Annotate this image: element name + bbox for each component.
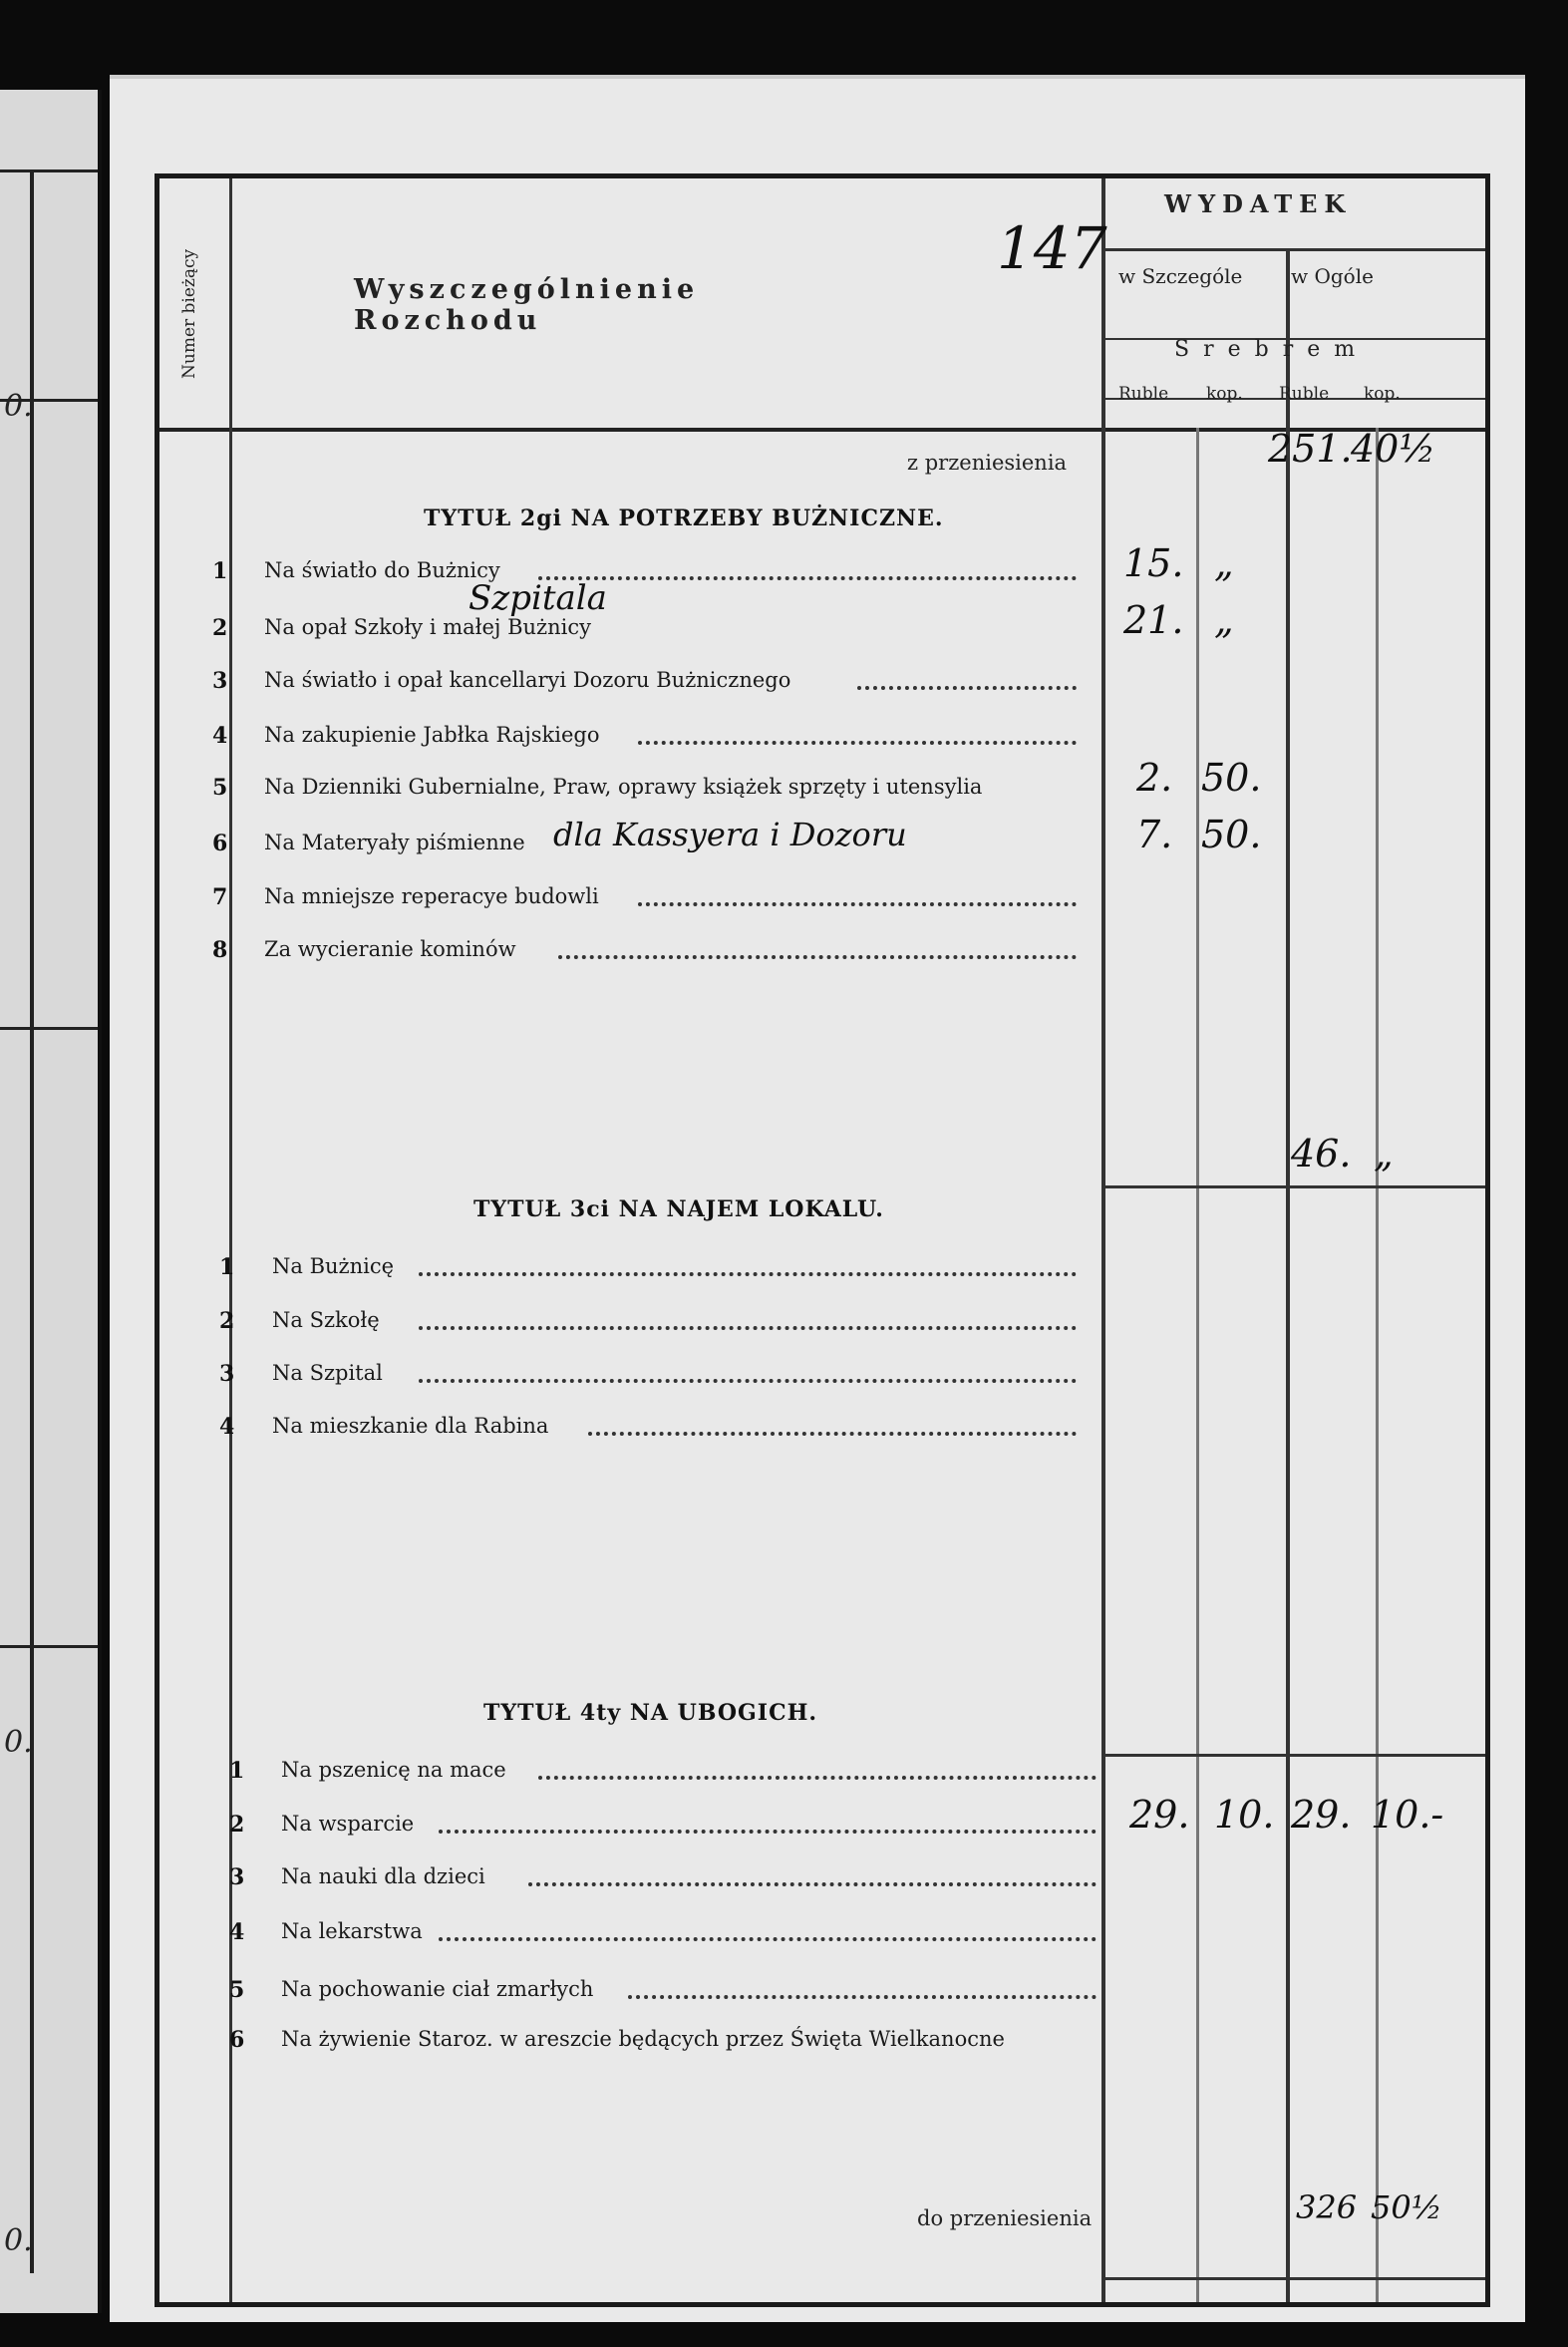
row-number: 2 — [229, 1812, 245, 1838]
row-rubles: 2. — [1136, 756, 1173, 800]
leader-dots — [558, 955, 1077, 959]
row-description: Na zakupienie Jabłka Rajskiego — [264, 723, 600, 747]
carried-in-label: z przeniesienia — [907, 451, 1068, 475]
row-number: 2 — [212, 615, 228, 641]
row-description: Na Dzienniki Gubernialne, Praw, oprawy książek sprzęty i utensylia — [264, 775, 983, 799]
row-rubles: 21. — [1123, 598, 1184, 642]
row-rubles: 7. — [1136, 813, 1173, 856]
left-page-top-rule — [0, 169, 98, 172]
kop-rule — [1196, 428, 1199, 2302]
row-number: 4 — [229, 1919, 245, 1945]
row-rubles-total: 29. — [1291, 1793, 1352, 1837]
carried-out-kop: 50½ — [1371, 2188, 1442, 2226]
ogole-header: w Ogóle — [1291, 264, 1374, 288]
row-kop-total: 10.- — [1371, 1793, 1444, 1837]
szczegole-header: w Szczególe — [1118, 264, 1243, 288]
row-number: 1 — [212, 558, 228, 584]
leader-dots — [638, 902, 1077, 906]
row-description: Na Szpital — [272, 1361, 383, 1385]
wydatek-rule — [1101, 248, 1485, 251]
ogole-rule — [1286, 248, 1290, 2302]
left-page-rule — [0, 1027, 98, 1030]
leader-dots — [419, 1272, 1077, 1276]
row-description: Na mniejsze reperacye budowli — [264, 884, 599, 908]
kop-total-rule — [1376, 428, 1379, 2302]
row-description: Za wycieranie kominów — [264, 937, 516, 961]
row-description: Na światło i opał kancellaryi Dozoru Bużnicznego — [264, 668, 791, 692]
section-title: TYTUŁ 2gi NA POTRZEBY BUŻNICZNE. — [424, 505, 944, 531]
row-description: Na lekarstwa — [281, 1919, 423, 1943]
row-rubles: 29. — [1129, 1793, 1190, 1837]
amount-block-rule — [1101, 178, 1105, 2302]
left-page-rule — [30, 169, 34, 2273]
kop-header: kop. — [1206, 384, 1243, 404]
row-number: 5 — [229, 1977, 245, 2003]
left-page-text: 0. — [4, 389, 33, 424]
leader-dots — [588, 1432, 1077, 1436]
row-description: Na opał Szkoły i małej Bużnicy — [264, 615, 591, 639]
row-number: 2 — [219, 1308, 235, 1334]
row-number: 3 — [212, 668, 228, 694]
ruble-total-header: Ruble — [1279, 384, 1330, 404]
row-number: 3 — [229, 1864, 245, 1890]
section-title: TYTUŁ 3ci NA NAJEM LOKALU. — [473, 1196, 884, 1222]
leader-dots — [628, 1995, 1097, 1999]
row-handwritten-note: dla Kassyera i Dozoru — [553, 816, 907, 853]
row-number: 1 — [219, 1254, 235, 1280]
leader-dots — [538, 1776, 1097, 1780]
row-description: Na Szkołę — [272, 1308, 380, 1332]
page-number: 147 — [997, 214, 1107, 282]
row-description: Na nauki dla dzieci — [281, 1864, 485, 1888]
row-number: 7 — [212, 884, 228, 910]
section-divider — [1101, 1185, 1485, 1188]
row-kop: „ — [1214, 541, 1234, 585]
section-title: TYTUŁ 4ty NA UBOGICH. — [483, 1700, 818, 1726]
row-handwritten-note: Szpitala — [469, 578, 607, 618]
row-number: 6 — [212, 831, 228, 856]
row-description: Na Materyały piśmienne — [264, 831, 525, 854]
leader-dots — [638, 741, 1077, 745]
leader-dots — [857, 686, 1077, 690]
carried-in-rubles: 251. — [1268, 427, 1353, 471]
row-rubles: 15. — [1123, 541, 1184, 585]
row-number: 1 — [229, 1758, 245, 1784]
row-number: 5 — [212, 775, 228, 801]
number-column-header: Numer bieżący — [179, 248, 199, 380]
wydatek-header: WYDATEK — [1164, 189, 1353, 218]
row-kop: 50. — [1201, 813, 1262, 856]
left-page-fragment — [0, 90, 102, 2313]
row-description: Na żywienie Staroz. w areszcie będących przez Święta Wielkanocne — [281, 2027, 1005, 2051]
leader-dots — [419, 1379, 1077, 1383]
row-description: Na pochowanie ciał zmarłych — [281, 1977, 594, 2001]
kop-total-header: kop. — [1364, 384, 1401, 404]
row-kop: 10. — [1214, 1793, 1275, 1837]
leader-dots — [439, 1830, 1097, 1834]
ruble-header: Ruble — [1118, 384, 1169, 404]
row-description: Na wsparcie — [281, 1812, 415, 1836]
carried-in-kop: 40½ — [1351, 427, 1436, 471]
leader-dots — [538, 576, 1077, 580]
row-description: Na światło do Bużnicy — [264, 558, 500, 582]
srebrem-header: Srebrem — [1174, 337, 1370, 362]
left-page-text: 0. — [4, 1725, 33, 1760]
row-number: 3 — [219, 1361, 235, 1387]
row-kop: „ — [1214, 598, 1234, 642]
row-number: 6 — [229, 2027, 245, 2053]
row-description: Na mieszkanie dla Rabina — [272, 1414, 549, 1438]
leader-dots — [528, 1882, 1097, 1886]
leader-dots — [419, 1326, 1077, 1330]
section-total-rubles: 46. — [1291, 1132, 1352, 1175]
section-divider — [1101, 1754, 1485, 1757]
section-total-kop: „ — [1374, 1132, 1394, 1175]
left-page-rule — [0, 1645, 98, 1648]
section-divider — [1101, 2277, 1485, 2280]
row-number: 4 — [212, 723, 228, 749]
page-title: Wyszczególnienie Rozchodu — [354, 274, 700, 336]
carried-out-rubles: 326 — [1296, 2188, 1358, 2226]
row-description: Na Bużnicę — [272, 1254, 395, 1278]
left-page-text: 0. — [4, 2223, 33, 2258]
row-kop: 50. — [1201, 756, 1262, 800]
row-number: 8 — [212, 937, 228, 963]
leader-dots — [439, 1937, 1097, 1941]
row-description: Na pszenicę na mace — [281, 1758, 506, 1782]
row-number: 4 — [219, 1414, 235, 1440]
carried-out-label: do przeniesienia — [917, 2206, 1093, 2230]
